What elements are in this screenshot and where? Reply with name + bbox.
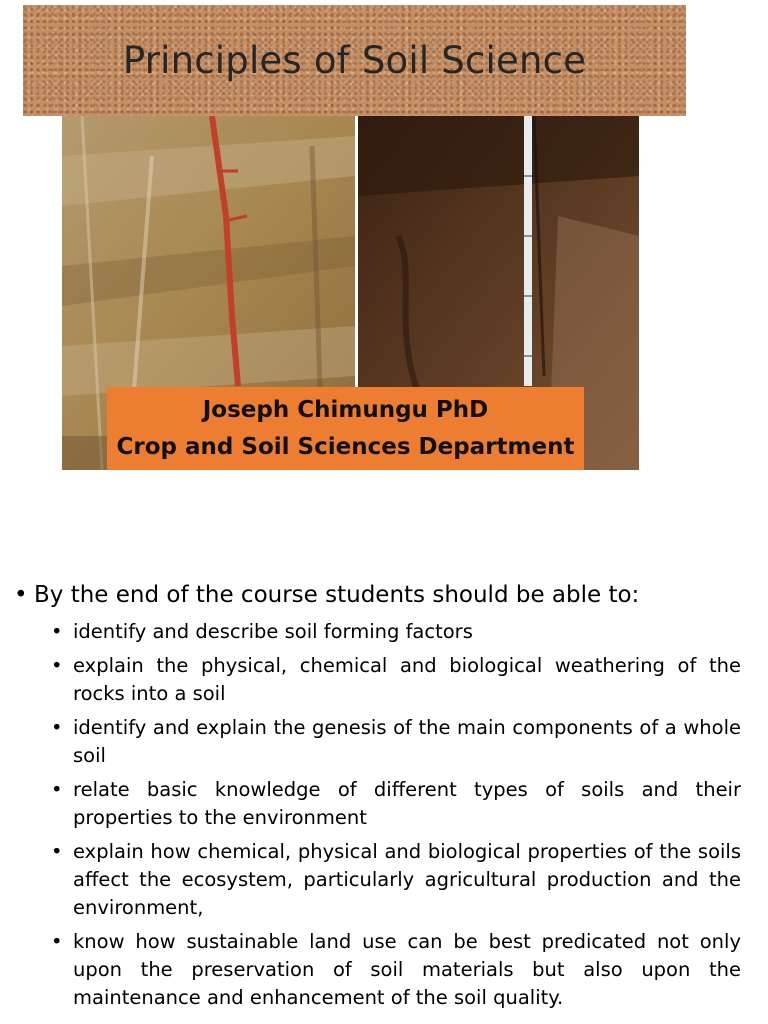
list-item-text: explain the physical, chemical and biological weathering of the rocks into a soil bbox=[73, 654, 741, 705]
author-name: Joseph Chimungu PhD bbox=[202, 396, 489, 423]
objectives-lead-text: By the end of the course students should be able to: bbox=[34, 582, 640, 608]
list-item bbox=[51, 714, 741, 770]
bullet: • bbox=[51, 654, 63, 677]
bullet: • bbox=[14, 582, 28, 608]
list-item-text: identify and describe soil forming factors bbox=[73, 620, 473, 643]
list-item bbox=[51, 652, 741, 708]
list-item-text: explain how chemical, physical and biological properties of the soils affect the ecosystem, particularly agricultural production and the environment, bbox=[73, 840, 741, 919]
bullet: • bbox=[51, 716, 63, 739]
objectives-slide bbox=[0, 512, 768, 1024]
slide-title: Principles of Soil Science bbox=[122, 39, 587, 82]
bullet: • bbox=[51, 778, 63, 801]
bullet: • bbox=[51, 840, 63, 863]
list-item bbox=[51, 838, 741, 922]
author-department: Crop and Soil Sciences Department bbox=[116, 433, 575, 460]
list-item-text: know how sustainable land use can be best predicated not only upon the preservation of soil materials but also upon the maintenance and enhancement of the soil quality. bbox=[73, 930, 741, 1009]
list-item bbox=[51, 618, 741, 646]
objectives-lead bbox=[14, 582, 754, 608]
bullet: • bbox=[51, 930, 63, 953]
list-item bbox=[51, 776, 741, 832]
list-item-text: relate basic knowledge of different types of soils and their properties to the environment bbox=[73, 778, 741, 829]
bullet: • bbox=[51, 620, 63, 643]
author-box bbox=[107, 387, 584, 470]
list-item-text: identify and explain the genesis of the main components of a whole soil bbox=[73, 716, 741, 767]
title-banner bbox=[23, 5, 686, 116]
objectives-list bbox=[51, 618, 741, 1018]
list-item bbox=[51, 928, 741, 1012]
